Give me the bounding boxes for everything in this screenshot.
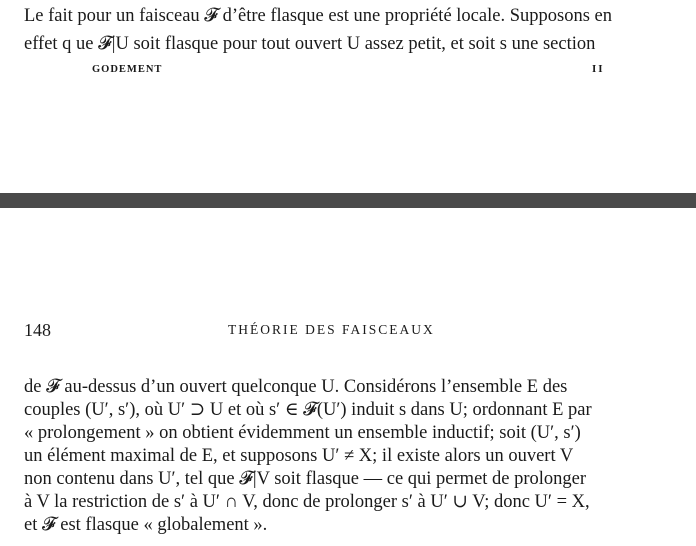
top-page-fragment [0, 0, 696, 193]
text-line: à V la restriction de s′ à U′ ∩ V, donc de prolonger s′ à U′ ∪ V; donc U′ = X, [24, 492, 590, 512]
text-line: effet q ue 𝓕|U soit flasque pour tout ouvert U assez petit, et soit s une section [24, 34, 596, 54]
text-line: Le fait pour un faisceau 𝓕 d’être flasque est une propriété locale. Supposons en [24, 6, 612, 26]
text-line: couples (U′, s′), où U′ ⊃ U et où s′ ∈ 𝓕(U′) induit s dans U; ordonnant E par [24, 400, 592, 420]
footer-author: GODEMENT [92, 64, 163, 75]
text-line: et 𝓕 est flasque « globalement ». [24, 515, 268, 535]
text-line: « prolongement » on obtient évidemment un ensemble inductif; soit (U′, s′) [24, 423, 581, 443]
page-number: 148 [24, 320, 51, 340]
footer-page-number: II [592, 63, 605, 75]
page-separator [0, 193, 696, 208]
text-line: un élément maximal de E, et supposons U′ ≠ X; il existe alors un ouvert V [24, 446, 574, 466]
text-line: non contenu dans U′, tel que 𝓕|V soit flasque — ce qui permet de prolonger [24, 469, 587, 489]
running-head: THÉORIE DES FAISCEAUX [228, 322, 435, 337]
text-line: de 𝓕 au-dessus d’un ouvert quelconque U. Considérons l’ensemble E des [24, 377, 568, 397]
bottom-page-fragment [0, 208, 696, 546]
